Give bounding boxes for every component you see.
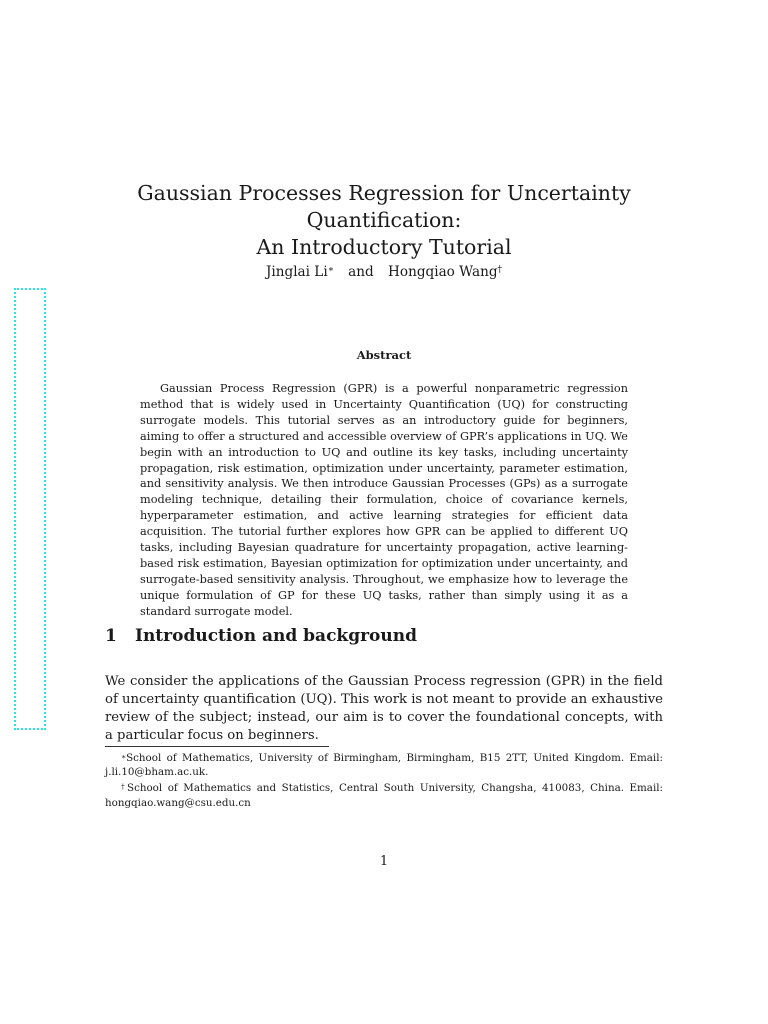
abstract-heading: Abstract (356, 348, 412, 362)
author-separator: and (348, 264, 374, 280)
footnote (105, 751, 663, 779)
author-footnote-mark: † (497, 265, 503, 275)
footnote-divider (105, 746, 329, 747)
section-title: Introduction and background (135, 626, 417, 646)
footnote-mark: ∗ (121, 752, 127, 761)
title-line-1: Gaussian Processes Regression for Uncertainty Quantification: (137, 181, 631, 232)
footnote-mark: † (121, 782, 128, 792)
title-line-2: An Introductory Tutorial (256, 235, 512, 259)
abstract-text: Gaussian Process Regression (GPR) is a powerful nonparametric regression method that is widely used in Uncertainty Quantification (UQ) for constructing surrogate models. This tutorial serves as an introductory guide for beginners, aiming to offer a structured and accessible overview of GPR’s applications in UQ. We begin with an introduction to UQ and outline its key tasks, including uncertainty propagation, risk estimation, optimization under uncertainty, parameter estimation, and sensitivity analysis. We then introduce Gaussian Processes (GPs) as a surrogate modeling technique, detailing their formulation, choice of covariance kernels, hyperparameter estimation, and active learning strategies for efficient data acquisition. The tutorial further explores how GPR can be applied to different UQ tasks, including Bayesian quadrature for uncertainty propagation, active learning-based risk estimation, Bayesian optimization for optimization under uncertainty, and surrogate-based sensitivity analysis. Throughout, we emphasize how to leverage the unique formulation of GP for these UQ tasks, rather than simply using it as a standard surrogate model. (140, 382, 628, 618)
author-footnote-mark: ∗ (327, 265, 334, 275)
paper-title (60, 180, 708, 261)
footnote-text: School of Mathematics and Statistics, Central South University, Changsha, 410083, China. Email: hongqiao.wang@csu.edu.cn (105, 782, 664, 809)
margin-dotted-box (14, 288, 46, 730)
footnote-text: School of Mathematics, University of Birmingham, Birmingham, B15 2TT, United Kingdom. Email: j.li.10@bham.ac.uk. (105, 752, 663, 779)
footnote (105, 781, 663, 809)
intro-paragraph: We consider the applications of the Gaussian Process regression (GPR) in the field of uncertainty quantification (UQ). This work is not meant to provide an exhaustive review of the subject; instead, our aim is to cover the foundational concepts, with a particular focus on beginners. (105, 674, 663, 743)
footnotes (105, 751, 663, 812)
author-list (60, 263, 708, 281)
section-heading (105, 624, 665, 648)
page-number: 1 (379, 854, 389, 869)
author-name: Jinglai Li (265, 264, 328, 280)
author-name: Hongqiao Wang (388, 264, 498, 280)
section-number: 1 (105, 626, 117, 646)
